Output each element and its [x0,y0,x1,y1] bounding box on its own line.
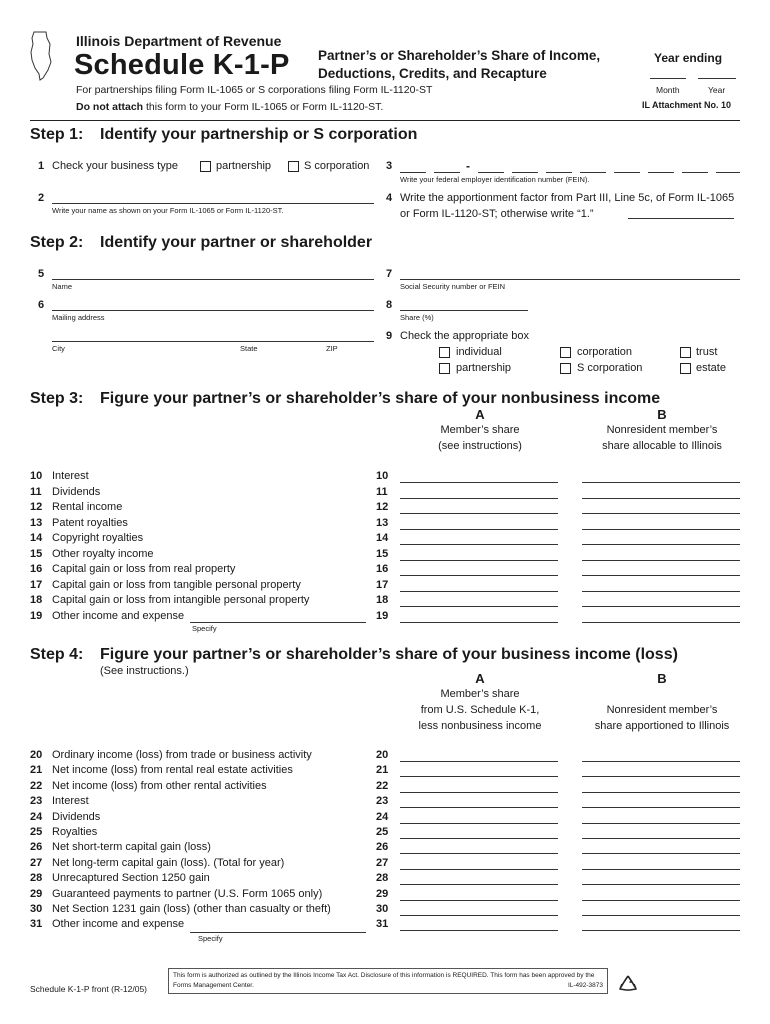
line-number: 5 [38,268,45,280]
line-description: Net income (loss) from other rental activities [52,779,267,792]
line-number: 29 [30,887,43,900]
partnership-label: partnership [456,362,512,374]
line-description: Dividends [52,485,101,498]
column-a-amount-field[interactable] [400,560,558,561]
line-number: 2 [38,192,45,204]
scorp-checkbox[interactable] [288,161,299,172]
form-subtitle-2: Deductions, Credits, and Recapture [318,66,547,81]
column-a-amount-field[interactable] [400,823,558,824]
line-number: 18 [30,594,43,606]
column-a-amount-field[interactable] [400,575,558,576]
fein-caption: Write your federal employer identification number (FEIN). [400,175,590,184]
column-b-amount-field[interactable] [582,930,740,931]
line-number: 13 [30,516,43,529]
column-b-amount-field[interactable] [582,498,740,499]
column-b-amount-field[interactable] [582,482,740,483]
line-number: 11 [30,485,42,498]
line-description: Other royalty income [52,547,154,560]
column-b-amount-field[interactable] [582,529,740,530]
column-a-caption-3: less nonbusiness income [418,720,542,732]
specify-field-31[interactable] [190,932,366,933]
line-number: 28 [376,872,389,885]
partnership-checkbox[interactable] [439,363,450,374]
ssn-label: Social Security number or FEIN [400,282,506,291]
apportionment-field[interactable] [628,218,734,219]
agency-name: Illinois Department of Revenue [76,33,282,49]
form-code: IL-492-3873 [567,982,603,989]
line-number: 17 [376,578,389,591]
line-number: 20 [30,749,43,761]
trust-label: trust [696,346,718,358]
line-description: Guaranteed payments to partner (U.S. Form 1065 only) [52,887,323,900]
city-label: City [52,344,65,353]
column-a-amount-field[interactable] [400,915,558,916]
apportionment-text-1: Write the apportionment factor from Part III, Line 5c, of Form IL-1065 [400,192,735,204]
column-b-caption-1: Nonresident member’s [606,704,718,716]
step1-label: Step 1: [30,126,84,143]
scorp-label: S corporation [577,362,643,374]
step4-heading: Figure your partner’s or shareholder’s share of your business income (loss) [100,646,678,663]
column-a-amount-field[interactable] [400,622,558,623]
line-number: 22 [376,779,389,792]
column-a-amount-field[interactable] [400,884,558,885]
partnership-option-label: partnership [216,160,272,172]
column-b-amount-field[interactable] [582,622,740,623]
column-b-caption-2: share apportioned to Illinois [594,720,730,732]
see-instructions: (See instructions.) [100,665,189,677]
line-number: 16 [376,563,389,575]
column-a-amount-field[interactable] [400,792,558,793]
line-description: Copyright royalties [52,532,144,544]
line-number: 12 [30,501,43,513]
attachment-number: IL Attachment No. 10 [642,100,732,110]
column-b-amount-field[interactable] [582,544,740,545]
corporation-checkbox[interactable] [560,347,571,358]
check-box-label: Check the appropriate box [400,330,530,342]
line-description: Interest [52,470,89,482]
line-number: 19 [376,609,389,622]
line-description: Royalties [52,826,98,838]
line-number: 25 [30,826,43,838]
name-label: Name [52,282,73,291]
line-description: Other income and expense [52,918,185,931]
column-a-amount-field[interactable] [400,482,558,483]
line-number: 12 [376,501,389,513]
specify-field-19[interactable] [190,622,366,623]
attach-note: Do not attach this form to your Form IL-1065 or Form IL-1120-ST. [76,101,384,113]
estate-label: estate [696,362,726,374]
line-description: Net income (loss) from rental real estate activities [52,764,293,777]
column-b-amount-field[interactable] [582,853,740,854]
column-a-amount-field[interactable] [400,544,558,545]
line-number: 14 [376,532,389,544]
step2-heading: Identify your partner or shareholder [100,234,373,251]
column-a-amount-field[interactable] [400,869,558,870]
line-description: Net Section 1231 gain (loss) (other than casualty or theft) [52,903,331,915]
apportionment-text-2: or Form IL-1120-ST; otherwise write “1.” [400,208,594,220]
column-a-amount-field[interactable] [400,529,558,530]
line-number: 28 [30,872,43,885]
column-a-amount-field[interactable] [400,838,558,839]
column-b-amount-field[interactable] [582,869,740,870]
trust-checkbox[interactable] [680,347,691,358]
column-b-header: B [657,407,667,422]
line-description: Ordinary income (loss) from trade or business activity [52,749,312,761]
line-number: 17 [30,578,43,591]
column-b-amount-field[interactable] [582,575,740,576]
line-number: 8 [386,299,393,311]
city-state-zip-field[interactable] [52,341,374,342]
line-number: 27 [30,856,43,869]
share-label: Share (%) [400,313,434,322]
column-b-amount-field[interactable] [582,591,740,592]
line-number: 15 [376,547,389,560]
year-field[interactable] [698,78,736,79]
name-caption: Write your name as shown on your Form IL-1065 or Form IL-1120-ST. [52,206,284,215]
column-a-amount-field[interactable] [400,591,558,592]
column-a-amount-field[interactable] [400,930,558,931]
column-a-amount-field[interactable] [400,807,558,808]
mailing-address-field[interactable] [52,310,374,311]
column-a-caption-1: Member’s share [440,424,520,436]
step2-label: Step 2: [30,234,84,251]
column-b-amount-field[interactable] [582,807,740,808]
recycle-icon [618,974,638,994]
line-number: 31 [376,918,389,931]
month-field[interactable] [650,78,686,79]
form-title: Schedule K-1-P [74,49,290,81]
zip-label: ZIP [326,344,338,353]
form-id: Schedule K-1-P front (R-12/05) [30,984,148,994]
line-number: 1 [38,160,45,172]
column-b-amount-field[interactable] [582,838,740,839]
line-description: Rental income [52,501,123,513]
line-number: 26 [30,841,43,854]
scorp-option-label: S corporation [304,160,370,172]
mailing-label: Mailing address [52,313,105,322]
line-description: Capital gain or loss from tangible personal property [52,578,301,591]
line-description: Capital gain or loss from real property [52,563,236,575]
line-description: Dividends [52,810,101,823]
line-number: 27 [376,856,389,869]
individual-checkbox[interactable] [439,347,450,358]
column-b-caption-1: Nonresident member’s [606,424,718,436]
line-description: Net short-term capital gain (loss) [52,841,211,854]
scorp-checkbox[interactable] [560,363,571,374]
column-a-amount-field[interactable] [400,513,558,514]
column-b-amount-field[interactable] [582,560,740,561]
partner-name-field[interactable] [52,279,374,280]
line-number: 29 [376,887,389,900]
line-number: 6 [38,299,45,311]
column-a-amount-field[interactable] [400,498,558,499]
line-number: 16 [30,563,43,575]
specify-label: Specify [192,624,217,633]
line-description: Net long-term capital gain (loss). (Total for year) [52,856,285,869]
line-number: 23 [376,795,389,808]
line-number: 10 [376,470,389,482]
column-b-amount-field[interactable] [582,823,740,824]
line-number: 7 [386,268,393,280]
column-a-amount-field[interactable] [400,776,558,777]
column-a-caption-1: Member’s share [440,688,520,700]
line-number: 20 [376,749,389,761]
column-a-amount-field[interactable] [400,606,558,607]
column-b-amount-field[interactable] [582,513,740,514]
form-subtitle-1: Partner’s or Shareholder’s Share of Income, [318,48,601,63]
column-b-amount-field[interactable] [582,761,740,762]
column-a-amount-field[interactable] [400,853,558,854]
line-description: Other income and expense [52,609,185,622]
column-a-amount-field[interactable] [400,900,558,901]
column-b-amount-field[interactable] [582,776,740,777]
estate-checkbox[interactable] [680,363,691,374]
header-divider [30,120,740,121]
line-number: 23 [30,795,43,808]
illinois-map-icon [28,30,54,82]
individual-label: individual [456,346,502,358]
line-number: 24 [376,810,389,823]
step4-label: Step 4: [30,646,84,663]
line-number: 31 [30,918,43,931]
column-b-amount-field[interactable] [582,606,740,607]
line-description: Unrecaptured Section 1250 gain [52,872,210,885]
column-b-header: B [657,671,667,686]
share-percent-field[interactable] [400,310,528,311]
line-number: 14 [30,532,43,544]
line-description: Interest [52,795,89,808]
corporation-label: corporation [577,346,633,358]
column-a-caption-2: from U.S. Schedule K-1, [420,704,540,716]
line-number: 22 [30,779,43,792]
line-number: 13 [376,516,389,529]
line-number: 11 [376,485,388,498]
line-number: 18 [376,594,389,606]
line-number: 10 [30,470,43,482]
line-description: Patent royalties [52,516,128,529]
authorization-notice: This form is authorized as outlined by the Illinois Income Tax Act. Disclosure of this information is REQUIRED. This form has been approved by the Forms Management Center. IL-492-3873 [168,968,608,994]
column-b-amount-field[interactable] [582,915,740,916]
column-a-header: A [475,671,485,686]
column-b-amount-field[interactable] [582,792,740,793]
line-number: 9 [386,330,393,342]
step3-label: Step 3: [30,390,84,407]
column-b-caption-2: share allocable to Illinois [602,440,722,452]
line-number: 30 [30,903,43,915]
partnership-name-field[interactable] [52,203,374,204]
month-label: Month [656,85,680,95]
partnership-checkbox[interactable] [200,161,211,172]
line-number: 26 [376,841,389,854]
line-number: 24 [30,810,43,823]
line-description: Capital gain or loss from intangible personal property [52,594,310,606]
ssn-field[interactable] [400,279,740,280]
column-b-amount-field[interactable] [582,884,740,885]
column-a-amount-field[interactable] [400,761,558,762]
line-number: 15 [30,547,43,560]
line-number: 21 [30,764,43,777]
column-a-header: A [475,407,485,422]
line-number: 21 [376,764,389,777]
line-number: 4 [386,192,393,204]
filing-note: For partnerships filing Form IL-1065 or S corporations filing Form IL-1120-ST [76,84,433,96]
state-label: State [240,344,258,353]
year-label: Year [708,85,726,95]
line-number: 30 [376,903,389,915]
line-number: 19 [30,609,43,622]
line-number: 3 [386,160,393,172]
step3-heading: Figure your partner’s or shareholder’s share of your nonbusiness income [100,390,661,407]
specify-label: Specify [198,934,223,943]
year-ending-label: Year ending [654,51,723,65]
column-a-caption-2: (see instructions) [438,440,522,452]
step1-heading: Identify your partnership or S corporation [100,126,418,143]
business-type-label: Check your business type [52,160,178,172]
column-b-amount-field[interactable] [582,900,740,901]
line-number: 25 [376,826,389,838]
